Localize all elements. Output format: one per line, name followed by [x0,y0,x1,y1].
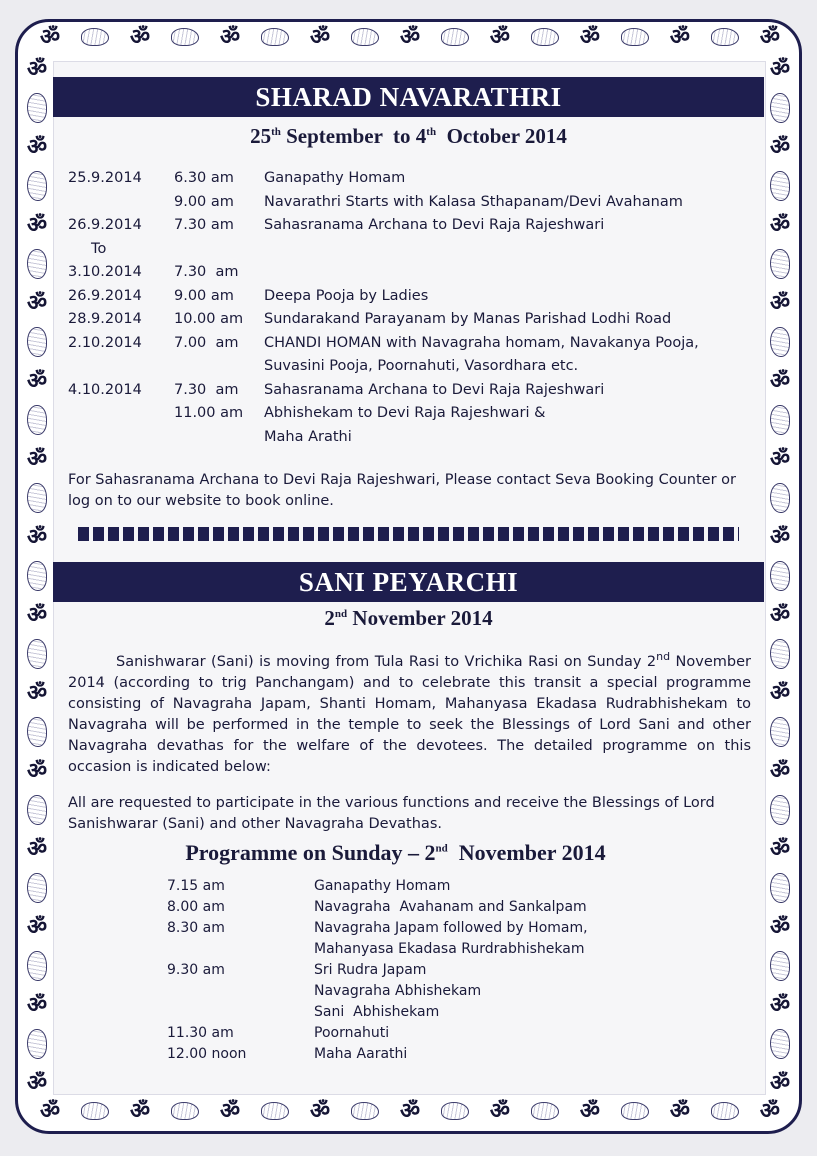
end-month: October 2014 [436,124,567,148]
conch-icon [171,28,199,46]
om-icon: ॐ [26,524,48,550]
om-icon: ॐ [769,836,791,862]
schedule-row [68,261,744,285]
conch-icon [770,327,790,357]
om-icon: ॐ [769,680,791,706]
schedule-time [174,426,264,450]
schedule-row [68,238,744,262]
intro-part-2: November 2014 (according to trig Panchangam) and to celebrate this transit a special programme consisting of Navagraha Japam, Shanti Homam, Mahanyasa Ekadasa Rudrabhishekam to Navagraha will be performed in the temple to seek the Blessings of Lord Sani and other Navagraha devathas for the welfare of the devotees. The detailed programme on this occasion is indicated below: [68,653,751,775]
om-icon: ॐ [769,212,791,238]
conch-icon [531,28,559,46]
conch-icon [27,405,47,435]
schedule-row [68,355,744,379]
om-icon: ॐ [26,602,48,628]
navarathri-schedule [68,167,744,449]
om-icon: ॐ [579,24,600,50]
om-icon: ॐ [759,1098,780,1124]
om-icon: ॐ [769,914,791,940]
programme-row [167,960,634,981]
schedule-event: Navarathri Starts with Kalasa Sthapanam/Devi Avahanam [264,193,683,210]
schedule-event: Maha Arathi [264,428,352,445]
om-icon: ॐ [26,680,48,706]
conch-icon [27,795,47,825]
conch-icon [770,717,790,747]
conch-icon [27,561,47,591]
schedule-time: 7.30 am [174,217,234,233]
start-day-suffix: th [271,126,281,138]
conch-icon [770,639,790,669]
programme-time: 7.15 am [167,878,225,894]
om-icon: ॐ [26,446,48,472]
programme-event: Ganapathy Homam [314,878,451,894]
programme-heading-suffix: nd [435,842,448,855]
om-icon: ॐ [769,1070,791,1096]
om-icon: ॐ [769,134,791,160]
conch-icon [770,249,790,279]
conch-icon [261,28,289,46]
start-month: September to 4 [280,124,427,148]
schedule-date [68,191,174,215]
programme-event: Navagraha Abhishekam [314,983,482,999]
schedule-row [68,402,744,426]
schedule-row [68,332,744,356]
programme-event: Sani Abhishekam [314,1004,440,1020]
om-icon: ॐ [219,24,241,50]
om-icon: ॐ [26,1070,48,1096]
schedule-date: 4.10.2014 [68,381,142,398]
om-icon: ॐ [26,368,48,394]
om-icon: ॐ [769,290,791,316]
programme-time: 8.30 am [167,920,225,936]
programme-event: Sri Rudra Japam [314,962,427,978]
om-icon: ॐ [26,992,48,1018]
conch-icon [27,951,47,981]
conch-icon [531,1102,559,1120]
om-icon: ॐ [399,24,421,50]
sani-title: SANI PEYARCHI [298,567,519,597]
section-divider [78,527,739,541]
om-icon: ॐ [769,524,791,550]
programme-row [167,939,634,960]
programme-time: 9.30 am [167,962,225,978]
programme-row [167,1023,634,1044]
conch-icon [711,1102,739,1120]
programme-row [167,1044,634,1065]
schedule-event: CHANDI HOMAN with Navagraha homam, Navakanya Pooja, [264,334,699,351]
om-icon: ॐ [669,24,690,50]
programme-row [167,897,634,918]
programme-heading-part-2: November 2014 [447,840,606,865]
om-icon: ॐ [26,212,48,238]
schedule-row [68,426,744,450]
programme-time: 8.00 am [167,899,225,915]
conch-icon [27,93,47,123]
schedule-time: 10.00 am [174,311,244,327]
schedule-row [68,285,744,309]
conch-icon [770,93,790,123]
sani-programme-schedule [167,876,634,1065]
om-icon: ॐ [769,446,791,472]
schedule-date: 26.9.2014 [68,217,142,233]
conch-icon [770,561,790,591]
schedule-event: Sundarakand Parayanam by Manas Parishad Lodhi Road [264,311,672,327]
om-icon: ॐ [489,24,510,50]
schedule-date [68,426,174,450]
schedule-time [174,238,264,262]
border-left-ornaments [20,56,54,1096]
programme-event: Poornahuti [314,1025,390,1041]
end-day-suffix: th [426,126,437,138]
schedule-date: 28.9.2014 [68,311,142,327]
navarathri-title-banner [53,77,764,117]
om-icon: ॐ [26,758,48,784]
border-right-ornaments [763,56,797,1096]
schedule-event: Sahasranama Archana to Devi Raja Rajeshwari [264,217,605,233]
conch-icon [27,249,47,279]
invitation-paragraph: All are requested to participate in the various functions and receive the Blessings of Lord Sanishwarar (Sani) and other Navagraha Devathas. [68,795,715,832]
sani-date [53,606,764,631]
conch-icon [261,1102,289,1120]
sani-month: November 2014 [347,606,493,630]
om-icon: ॐ [26,134,48,160]
navarathri-date-range [53,124,764,149]
programme-time [167,1002,314,1023]
om-icon: ॐ [399,1098,421,1124]
programme-time: 12.00 noon [167,1046,247,1062]
sani-day: 2 [324,606,335,630]
om-icon: ॐ [309,1098,331,1124]
schedule-time: 9.00 am [174,287,234,304]
conch-icon [27,171,47,201]
schedule-date: To [68,240,107,257]
conch-icon [621,1102,649,1120]
programme-row [167,918,634,939]
conch-icon [441,28,469,46]
schedule-time: 9.00 am [174,193,234,210]
border-top-ornaments [40,24,780,50]
schedule-event: Deepa Pooja by Ladies [264,287,429,304]
conch-icon [27,327,47,357]
schedule-time: 7.00 am [174,334,239,351]
conch-icon [770,951,790,981]
navarathri-title: SHARAD NAVARATHRI [255,82,562,112]
intro-part-1: Sanishwarar (Sani) is moving from Tula Rasi to Vrichika Rasi on Sunday 2 [116,653,657,670]
om-icon: ॐ [769,758,791,784]
om-icon: ॐ [26,56,48,82]
conch-icon [27,639,47,669]
conch-icon [27,1029,47,1059]
schedule-time: 11.00 am [174,405,244,421]
conch-icon [27,483,47,513]
schedule-time [174,355,264,379]
conch-icon [441,1102,469,1120]
conch-icon [770,1029,790,1059]
sani-intro-paragraph [68,646,751,778]
conch-icon [770,873,790,903]
programme-time: 11.30 am [167,1025,234,1041]
conch-icon [27,873,47,903]
om-icon: ॐ [769,602,791,628]
start-day: 25 [250,124,272,148]
schedule-event: Abhishekam to Devi Raja Rajeshwari & [264,405,546,421]
programme-event: Navagraha Japam followed by Homam, [314,920,588,936]
om-icon: ॐ [40,24,61,50]
conch-icon [770,405,790,435]
om-icon: ॐ [769,368,791,394]
schedule-event: Ganapathy Homam [264,170,406,186]
programme-event: Maha Aarathi [314,1046,408,1062]
om-icon: ॐ [129,24,151,50]
schedule-time: 6.30 am [174,170,234,186]
border-bottom-ornaments [40,1098,780,1124]
om-icon: ॐ [579,1098,600,1124]
conch-icon [27,717,47,747]
schedule-date: 26.9.2014 [68,287,142,304]
schedule-date [68,355,174,379]
om-icon: ॐ [759,24,780,50]
om-icon: ॐ [26,836,48,862]
programme-heading-part-1: Programme on Sunday – 2 [185,840,436,865]
om-icon: ॐ [769,56,791,82]
schedule-date [68,402,174,426]
conch-icon [770,171,790,201]
schedule-date: 3.10.2014 [68,264,142,280]
conch-icon [81,28,109,46]
conch-icon [770,795,790,825]
om-icon: ॐ [40,1098,61,1124]
om-icon: ॐ [26,914,48,940]
programme-event: Mahanyasa Ekadasa Rurdrabhishekam [314,941,585,957]
schedule-row [68,379,744,403]
om-icon: ॐ [769,992,791,1018]
programme-time [167,981,314,1002]
programme-row [167,981,634,1002]
conch-icon [621,28,649,46]
schedule-row [68,167,744,191]
schedule-date: 25.9.2014 [68,170,142,186]
programme-time [167,939,314,960]
conch-icon [171,1102,199,1120]
programme-row [167,876,634,897]
schedule-event: Sahasranama Archana to Devi Raja Rajeshwari [264,381,605,398]
conch-icon [81,1102,109,1120]
om-icon: ॐ [26,290,48,316]
sani-title-banner [53,562,764,602]
schedule-time: 7.30 am [174,381,239,398]
intro-suffix: nd [656,650,671,663]
om-icon: ॐ [129,1098,151,1124]
sani-day-suffix: nd [334,608,348,620]
programme-event: Navagraha Avahanam and Sankalpam [314,899,587,915]
conch-icon [711,28,739,46]
om-icon: ॐ [219,1098,241,1124]
schedule-row [68,308,744,332]
om-icon: ॐ [489,1098,510,1124]
schedule-event [264,261,744,285]
programme-row [167,1002,634,1023]
schedule-event [264,238,744,262]
schedule-date: 2.10.2014 [68,334,142,351]
om-icon: ॐ [309,24,331,50]
schedule-row [68,191,744,215]
conch-icon [351,1102,379,1120]
booking-note: For Sahasranama Archana to Devi Raja Rajeshwari, Please contact Seva Booking Counter or log on to our website to book online. [68,472,736,509]
schedule-event: Suvasini Pooja, Poornahuti, Vasordhara etc. [264,358,579,374]
schedule-time: 7.30 am [174,264,239,280]
programme-heading [40,840,751,866]
conch-icon [351,28,379,46]
schedule-row [68,214,744,238]
om-icon: ॐ [669,1098,690,1124]
conch-icon [770,483,790,513]
